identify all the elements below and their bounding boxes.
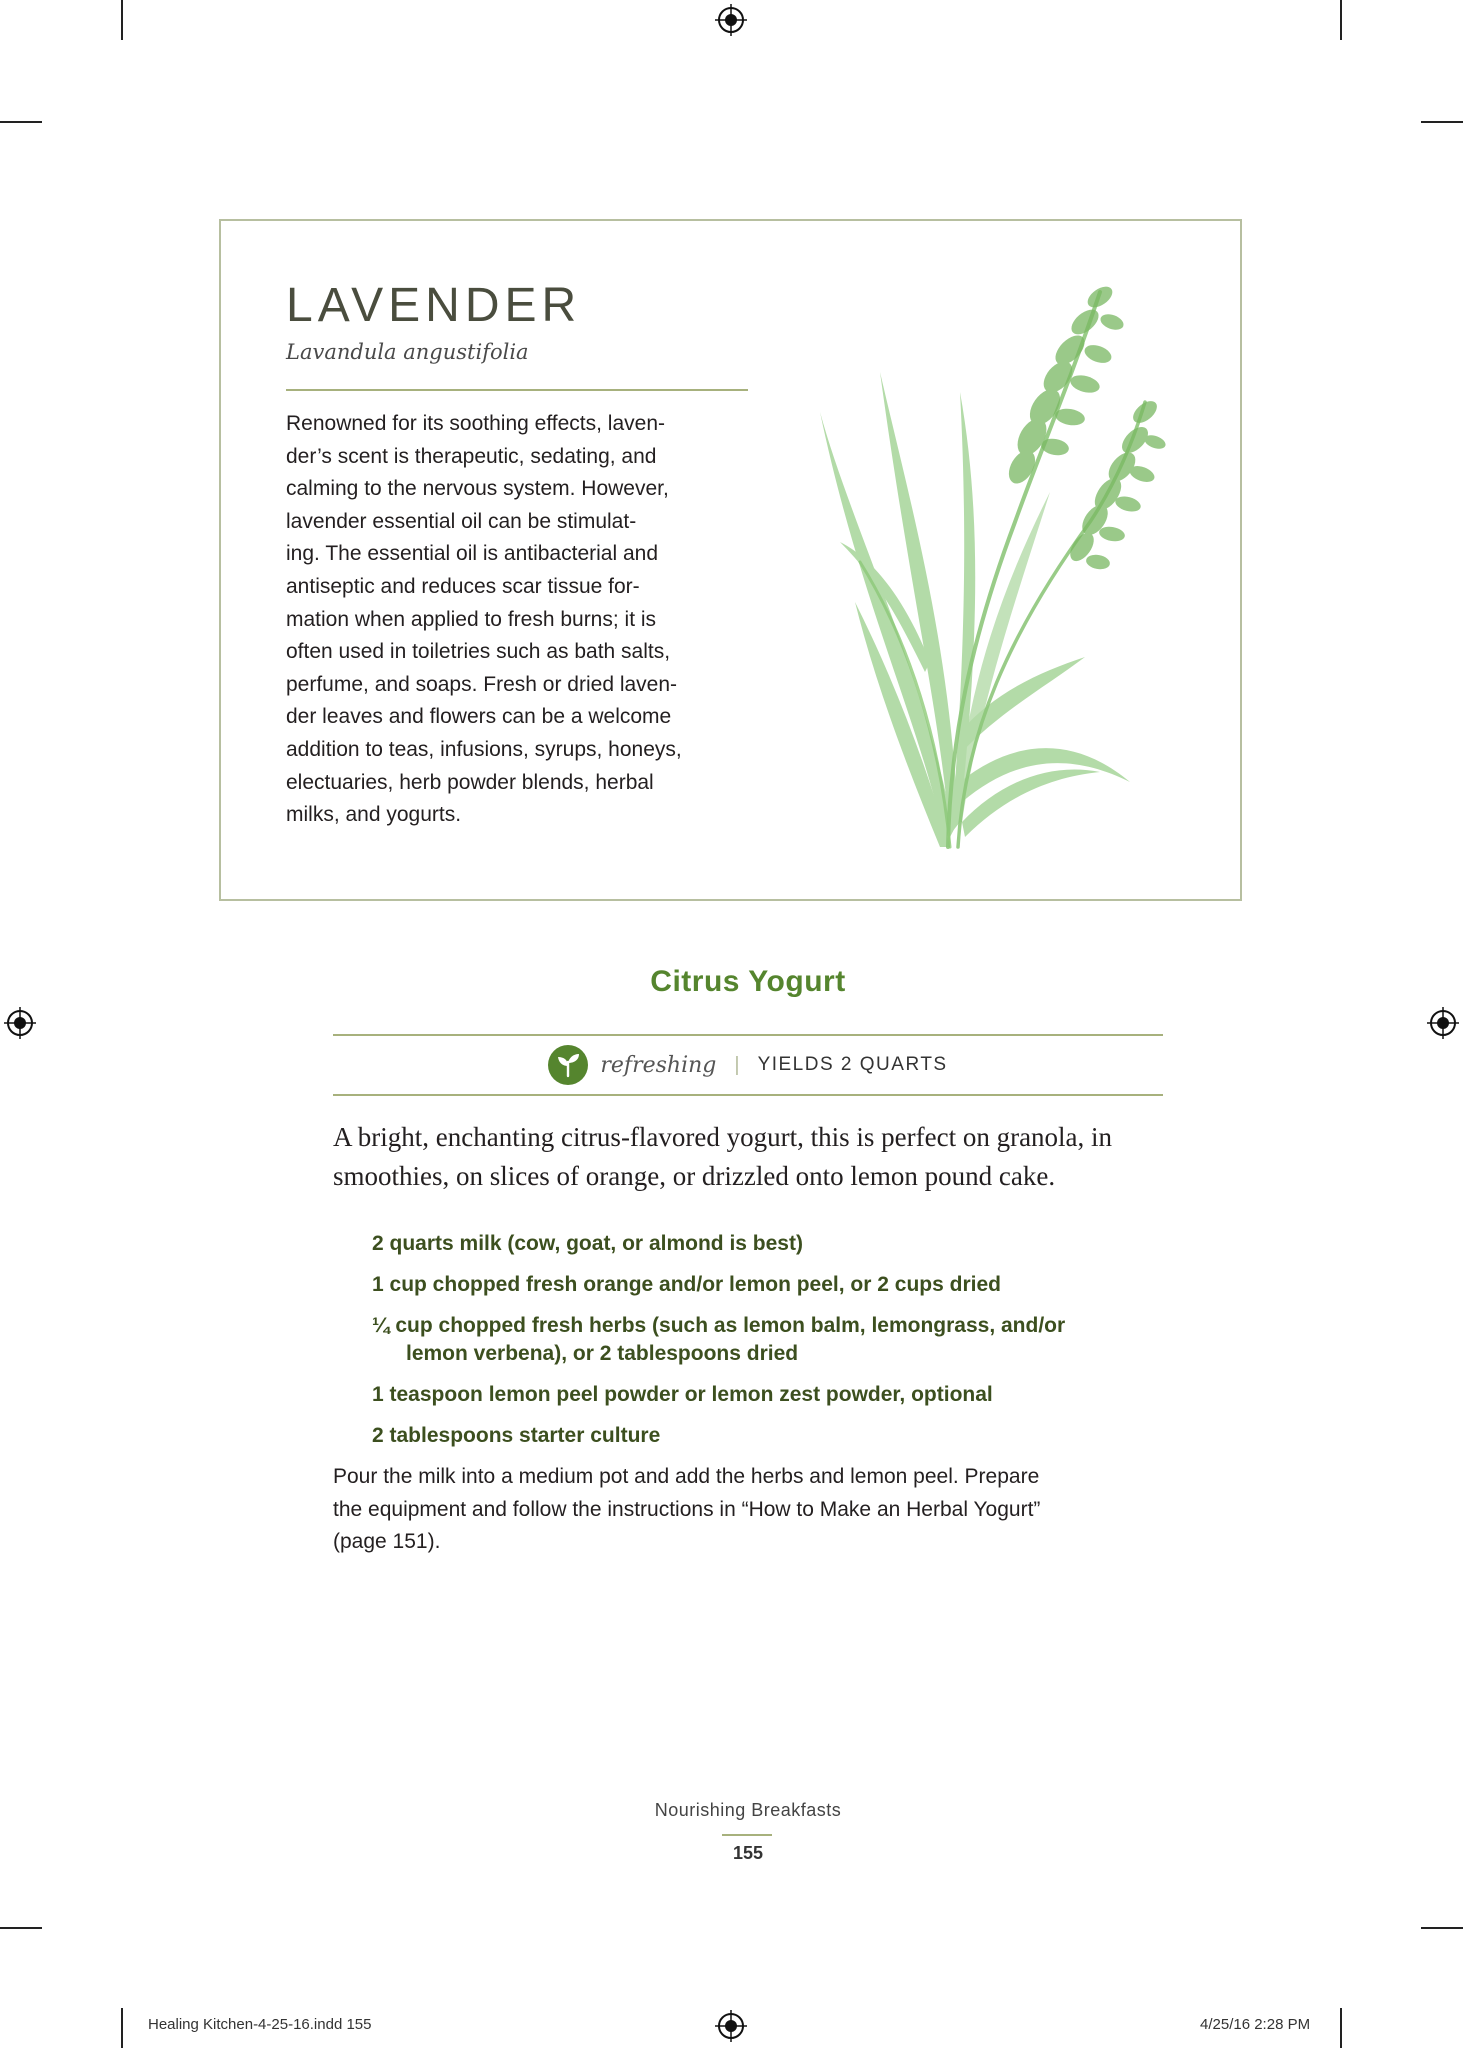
ingredient-text: 2 tablespoons starter culture bbox=[372, 1424, 661, 1447]
recipe-rule-bottom bbox=[333, 1094, 1163, 1096]
crop-mark-top-left bbox=[121, 0, 123, 40]
ingredient-item bbox=[372, 1422, 1162, 1450]
herb-description-line: der leaves and flowers can be a welcome bbox=[286, 705, 672, 729]
meta-separator: | bbox=[734, 1053, 740, 1076]
crop-mark-right-bottom bbox=[1421, 1927, 1463, 1929]
ingredient-text: 1 cup chopped fresh orange and/or lemon peel, or 2 cups dried bbox=[372, 1273, 1001, 1296]
running-footer-section: Nourishing Breakfasts bbox=[654, 1800, 842, 1820]
recipe-meta bbox=[333, 1040, 1163, 1090]
print-slug-file: Healing Kitchen-4-25-16.indd 155 bbox=[148, 2016, 372, 2033]
recipe-method-line: Pour the milk into a medium pot and add the herbs and lemon peel. Prepare bbox=[333, 1465, 1040, 1488]
folio-divider bbox=[722, 1834, 772, 1836]
sidebar-divider bbox=[286, 389, 748, 391]
page-number: 155 bbox=[732, 1843, 764, 1863]
ingredient-text: 2 quarts milk (cow, goat, or almond is best) bbox=[372, 1232, 803, 1255]
lavender-sprig-illustration-icon bbox=[800, 262, 1190, 862]
recipe-tag: refreshing bbox=[600, 1052, 717, 1078]
herb-description-line: antiseptic and reduces scar tissue for- bbox=[286, 574, 640, 598]
herb-description-line: calming to the nervous system. However, bbox=[286, 477, 669, 501]
recipe-method-line: (page 151). bbox=[333, 1530, 441, 1554]
print-slug-date: 4/25/16 2:28 PM bbox=[1200, 2016, 1311, 2033]
ingredient-item bbox=[372, 1312, 1162, 1368]
crop-mark-right-top bbox=[1421, 121, 1463, 123]
herb-description-line: addition to teas, infusions, syrups, honeys, bbox=[286, 737, 682, 761]
herb-latin-name: Lavandula angustifolia bbox=[286, 340, 529, 364]
recipe-intro bbox=[333, 1118, 1173, 1196]
herb-description-line: electuaries, herb powder blends, herbal bbox=[286, 770, 654, 794]
herb-title: LAVENDER bbox=[286, 279, 582, 332]
crop-mark-top-right bbox=[1340, 0, 1342, 40]
herb-description-line: ing. The essential oil is antibacterial and bbox=[286, 542, 659, 566]
crop-mark-bottom-right bbox=[1340, 2008, 1342, 2048]
ingredient-item bbox=[372, 1230, 1162, 1258]
registration-mark-icon bbox=[715, 4, 747, 36]
herb-description-line: lavender essential oil can be stimulat- bbox=[286, 509, 637, 533]
recipe-method-line: the equipment and follow the instructions in “How to Make an Herbal Yogurt” bbox=[333, 1497, 1041, 1521]
ingredient-list bbox=[372, 1230, 1162, 1463]
herb-description-line: milks, and yogurts. bbox=[286, 803, 462, 827]
recipe-method bbox=[333, 1461, 1173, 1559]
recipe-yield: YIELDS 2 QUARTS bbox=[757, 1054, 948, 1075]
recipe-intro-line: A bright, enchanting citrus-flavored yogurt, this is perfect on granola, in bbox=[333, 1122, 1113, 1152]
ingredient-item bbox=[372, 1381, 1162, 1409]
recipe-rule-top bbox=[333, 1034, 1163, 1036]
registration-mark-icon bbox=[4, 1007, 36, 1039]
registration-mark-icon bbox=[1427, 1007, 1459, 1039]
crop-mark-left-bottom bbox=[0, 1927, 42, 1929]
ingredient-text-continued: lemon verbena), or 2 tablespoons dried bbox=[406, 1342, 799, 1365]
herb-description-line: Renowned for its soothing effects, laven- bbox=[286, 412, 665, 435]
sprout-icon bbox=[548, 1045, 588, 1085]
crop-mark-left-top bbox=[0, 121, 42, 123]
recipe-title: Citrus Yogurt bbox=[650, 965, 846, 998]
registration-mark-icon bbox=[715, 2010, 747, 2042]
recipe-intro-line: smoothies, on slices of orange, or drizzled onto lemon pound cake. bbox=[333, 1161, 1056, 1191]
ingredient-text: 1 teaspoon lemon peel powder or lemon zest powder, optional bbox=[372, 1383, 993, 1406]
herb-description-line: mation when applied to fresh burns; it is bbox=[286, 607, 657, 631]
herb-description bbox=[286, 408, 756, 832]
herb-description-line: often used in toiletries such as bath salts, bbox=[286, 640, 671, 664]
crop-mark-bottom-left bbox=[121, 2008, 123, 2048]
ingredient-item bbox=[372, 1271, 1162, 1299]
ingredient-text: ¼ cup chopped fresh herbs (such as lemon balm, lemongrass, and/or bbox=[372, 1314, 1066, 1337]
herb-description-line: der’s scent is therapeutic, sedating, and bbox=[286, 444, 657, 468]
herb-description-line: perfume, and soaps. Fresh or dried laven- bbox=[286, 672, 678, 696]
